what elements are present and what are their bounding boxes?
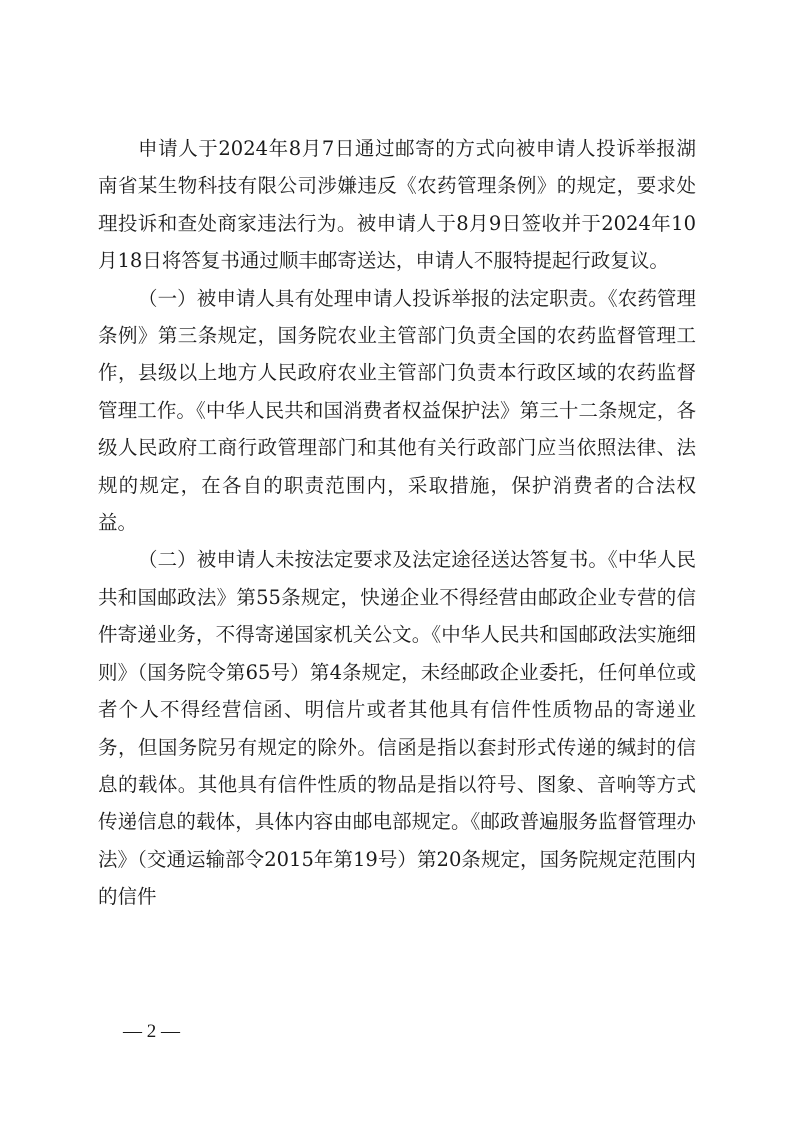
paragraph-intro: 申请人于2024年8月7日通过邮寄的方式向被申请人投诉举报湖南省某生物科技有限公司涉嫌违反《农药管理条例》的规定，要求处理投诉和查处商家违法行为。被申请人于8月9日签收并于2024年10月18日将答复书通过顺丰邮寄送达，申请人不服特提起行政复议。 bbox=[98, 137, 696, 273]
document-body bbox=[98, 130, 696, 916]
paragraph-section-two: （二）被申请人未按法定要求及法定途径送达答复书。《中华人民共和国邮政法》第55条规定，快递企业不得经营由邮政企业专营的信件寄递业务，不得寄递国家机关公文。《中华人民共和国邮政法实施细则》（国务院令第65号）第4条规定，未经邮政企业委托，任何单位或者个人不得经营信函、明信片或者其他具有信件性质物品的寄递业务，但国务院另有规定的除外。信函是指以套封形式传递的缄封的信息的载体。其他具有信件性质的物品是指以符号、图象、音响等方式传递信息的载体，具体内容由邮电部规定。《邮政普遍服务监督管理办法》（交通运输部令2015年第19号）第20条规定，国务院规定范围内的信件 bbox=[98, 548, 696, 909]
paragraph-section-one: （一）被申请人具有处理申请人投诉举报的法定职责。《农药管理条例》第三条规定，国务院农业主管部门负责全国的农药监督管理工作，县级以上地方人民政府农业主管部门负责本行政区域的农药监督管理工作。《中华人民共和国消费者权益保护法》第三十二条规定，各级人民政府工商行政管理部门和其他有关行政部门应当依照法律、法规的规定，在各自的职责范围内，采取措施，保护消费者的合法权益。 bbox=[98, 286, 696, 535]
page-number: — 2 — bbox=[123, 1021, 180, 1042]
